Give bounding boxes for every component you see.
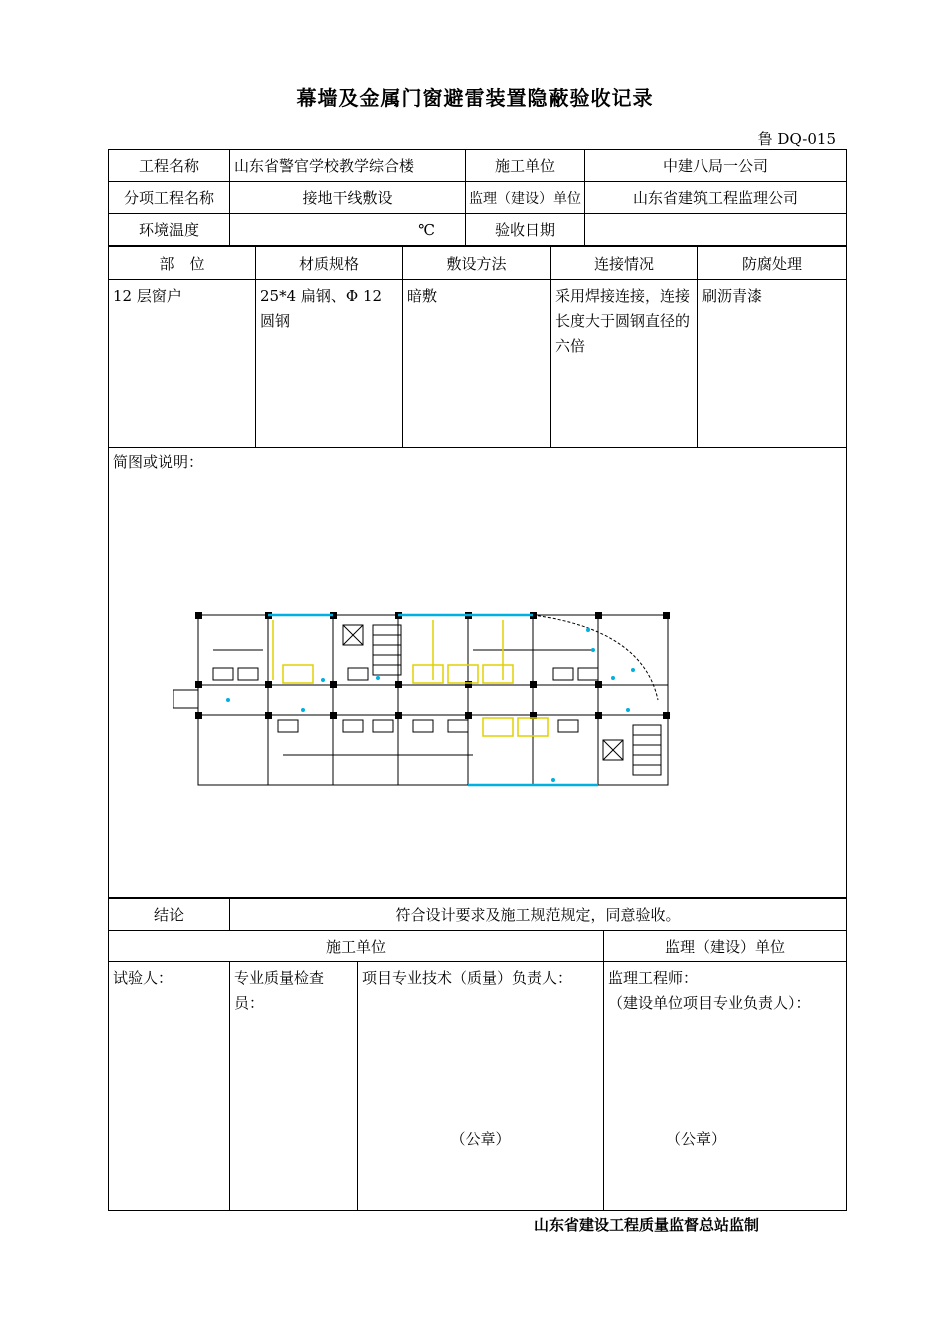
engineer-label: 监理工程师： — [608, 969, 699, 987]
anticorrosion-cell: 刷沥青漆 — [698, 280, 847, 448]
col-header-material: 材质规格 — [256, 247, 403, 280]
floor-plan-diagram — [173, 570, 673, 790]
sketch-area — [113, 450, 842, 870]
engineer-cell — [604, 962, 847, 1211]
sub-project-value: 接地干线敷设 — [230, 182, 466, 214]
footer-issuer: 山东省建设工程质量监督总站监制 — [534, 1216, 760, 1234]
date-label: 验收日期 — [466, 214, 585, 246]
supervisor-label: 监理（建设）单位 — [466, 182, 585, 214]
seal-construction: （公章） — [450, 1130, 511, 1148]
part-cell: 12 层窗户 — [109, 280, 256, 448]
sub-project-label: 分项工程名称 — [109, 182, 230, 214]
contractor-label: 施工单位 — [466, 150, 585, 182]
tester-label: 试验人： — [113, 969, 174, 987]
seal-supervision: （公章） — [666, 1130, 727, 1148]
temp-label: 环境温度 — [109, 214, 230, 246]
temp-unit: ℃ — [230, 214, 466, 246]
document-title: 幕墙及金属门窗避雷装置隐蔽验收记录 — [296, 86, 654, 110]
sketch-cell — [109, 448, 847, 899]
col-header-part: 部 位 — [109, 247, 256, 280]
supervision-unit-header: 监理（建设）单位 — [604, 931, 847, 962]
material-cell: 25*4 扁钢、Φ 12 圆钢 — [256, 280, 403, 448]
contractor-value: 中建八局一公司 — [585, 150, 847, 182]
tech-lead-cell — [358, 962, 604, 1211]
signature-table — [108, 897, 847, 1211]
tech-lead-label: 项目专业技术（质量）负责人： — [362, 969, 573, 987]
conclusion-label: 结论 — [109, 898, 230, 931]
material-table — [108, 246, 847, 899]
sketch-label: 简图或说明： — [113, 453, 204, 471]
owner-rep-label: （建设单位项目专业负责人）： — [608, 994, 811, 1012]
col-header-method: 敷设方法 — [403, 247, 551, 280]
project-name-label: 工程名称 — [109, 150, 230, 182]
inspector-cell — [230, 962, 358, 1211]
date-value — [585, 214, 847, 246]
tester-cell — [109, 962, 230, 1211]
info-table — [108, 149, 847, 246]
inspector-label: 专业质量检查员： — [234, 969, 325, 1012]
connection-cell: 采用焊接连接，连接长度大于圆钢直径的六倍 — [551, 280, 698, 448]
construction-unit-header: 施工单位 — [109, 931, 604, 962]
conclusion-text: 符合设计要求及施工规范规定，同意验收。 — [230, 898, 847, 931]
project-name-value: 山东省警官学校教学综合楼 — [230, 150, 466, 182]
form-code: 鲁 DQ-015 — [757, 130, 836, 148]
col-header-connection: 连接情况 — [551, 247, 698, 280]
col-header-anticorrosion: 防腐处理 — [698, 247, 847, 280]
supervisor-value: 山东省建筑工程监理公司 — [585, 182, 847, 214]
method-cell: 暗敷 — [403, 280, 551, 448]
